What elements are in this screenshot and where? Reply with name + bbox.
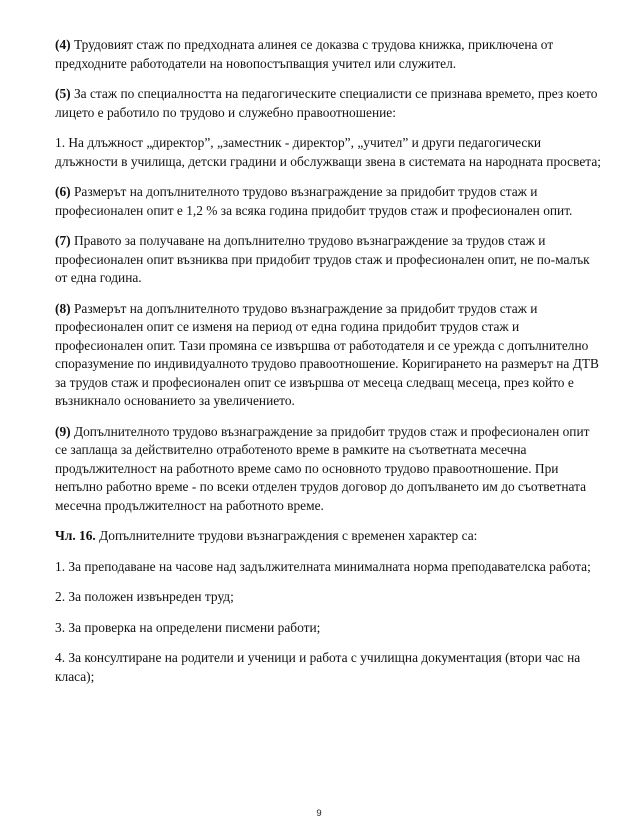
list-item-3-written-works: [55, 619, 603, 638]
paragraph-label: (7): [55, 233, 71, 248]
paragraph-text: 4. За консултиране на родители и ученици и работа с училищна документация (втори час на класа);: [55, 650, 581, 684]
paragraph-4: [55, 36, 603, 73]
list-item-2-overtime: [55, 588, 603, 607]
paragraph-9: [55, 423, 603, 516]
paragraph-label: (4): [55, 37, 71, 52]
list-item-1-directors: [55, 134, 603, 171]
paragraph-text: Допълнителните трудови възнаграждения с временен характер са:: [95, 528, 478, 543]
paragraph-text: Допълнителното трудово възнаграждение за придобит трудов стаж и професионален опит се заплаща за действително отработеното време в рамките на съответната месечна продължителност на работното време само по основното трудово правоотношение. При непълно работно време - по всеки отделен трудов договор до допълването им до съответната месечна продължителност на работното време.: [55, 423, 590, 513]
paragraph-text: Размерът на допълнителното трудово възнаграждение за придобит трудов стаж и професионален опит е 1,2 % за всяка година придобит трудов стаж и професионален опит.: [55, 184, 573, 218]
list-item-4-consulting: [55, 649, 603, 686]
paragraph-8: [55, 300, 603, 411]
paragraph-label: (8): [55, 300, 71, 316]
paragraph-6: [55, 183, 603, 220]
paragraph-7: [55, 232, 603, 288]
paragraph-text: 1. За преподаване на часове над задължителната минималната норма преподавателска работа;: [55, 558, 591, 574]
paragraph-text: 2. За положен извънреден труд;: [55, 589, 234, 604]
paragraph-label: (5): [55, 86, 71, 101]
paragraph-text: 3. За проверка на определени писмени работи;: [55, 619, 321, 635]
paragraph-5: [55, 85, 603, 122]
list-item-1-teaching-hours: [55, 558, 603, 577]
paragraph-text: За стаж по специалността на педагогическите специалисти се признава времето, през което лицето е работило по трудово и служебно правоотношение:: [55, 86, 598, 120]
paragraph-label: (6): [55, 184, 71, 199]
paragraph-label: (9): [55, 423, 71, 439]
paragraph-text: Трудовият стаж по предходната алинея се доказва с трудова книжка, приключена от предходните работодатели на новопостъпващия учител или служител.: [55, 37, 554, 71]
article-16-heading: [55, 527, 603, 546]
page-number: 9: [316, 808, 322, 819]
document-page: [55, 36, 603, 698]
paragraph-text: Правото за получаване на допълнително трудово възнаграждение за трудов стаж и професионален опит възниква при придобит трудов стаж и професионален опит, не по-малък от една година.: [55, 233, 590, 285]
paragraph-text: Размерът на допълнителното трудово възнаграждение за придобит трудов стаж и професионален опит се изменя на период от една година придобит трудов стаж и професионален опит. Тази промяна се извършва от работодателя и се урежда с допълнително споразумение по индивидуалното трудово правоотношение. Коригирането на размерът на ДТВ за трудов стаж и професионален опит се извършва от месеца следващ месеца, през който е възникнало основанието за увеличението.: [55, 300, 599, 408]
article-label: Чл. 16.: [55, 528, 96, 543]
paragraph-text: 1. На длъжност „директор”, „заместник - директор”, „учител” и други педагогически длъжности в училища, детски градини и обслужващи звена в системата на народната просвета;: [55, 135, 601, 169]
